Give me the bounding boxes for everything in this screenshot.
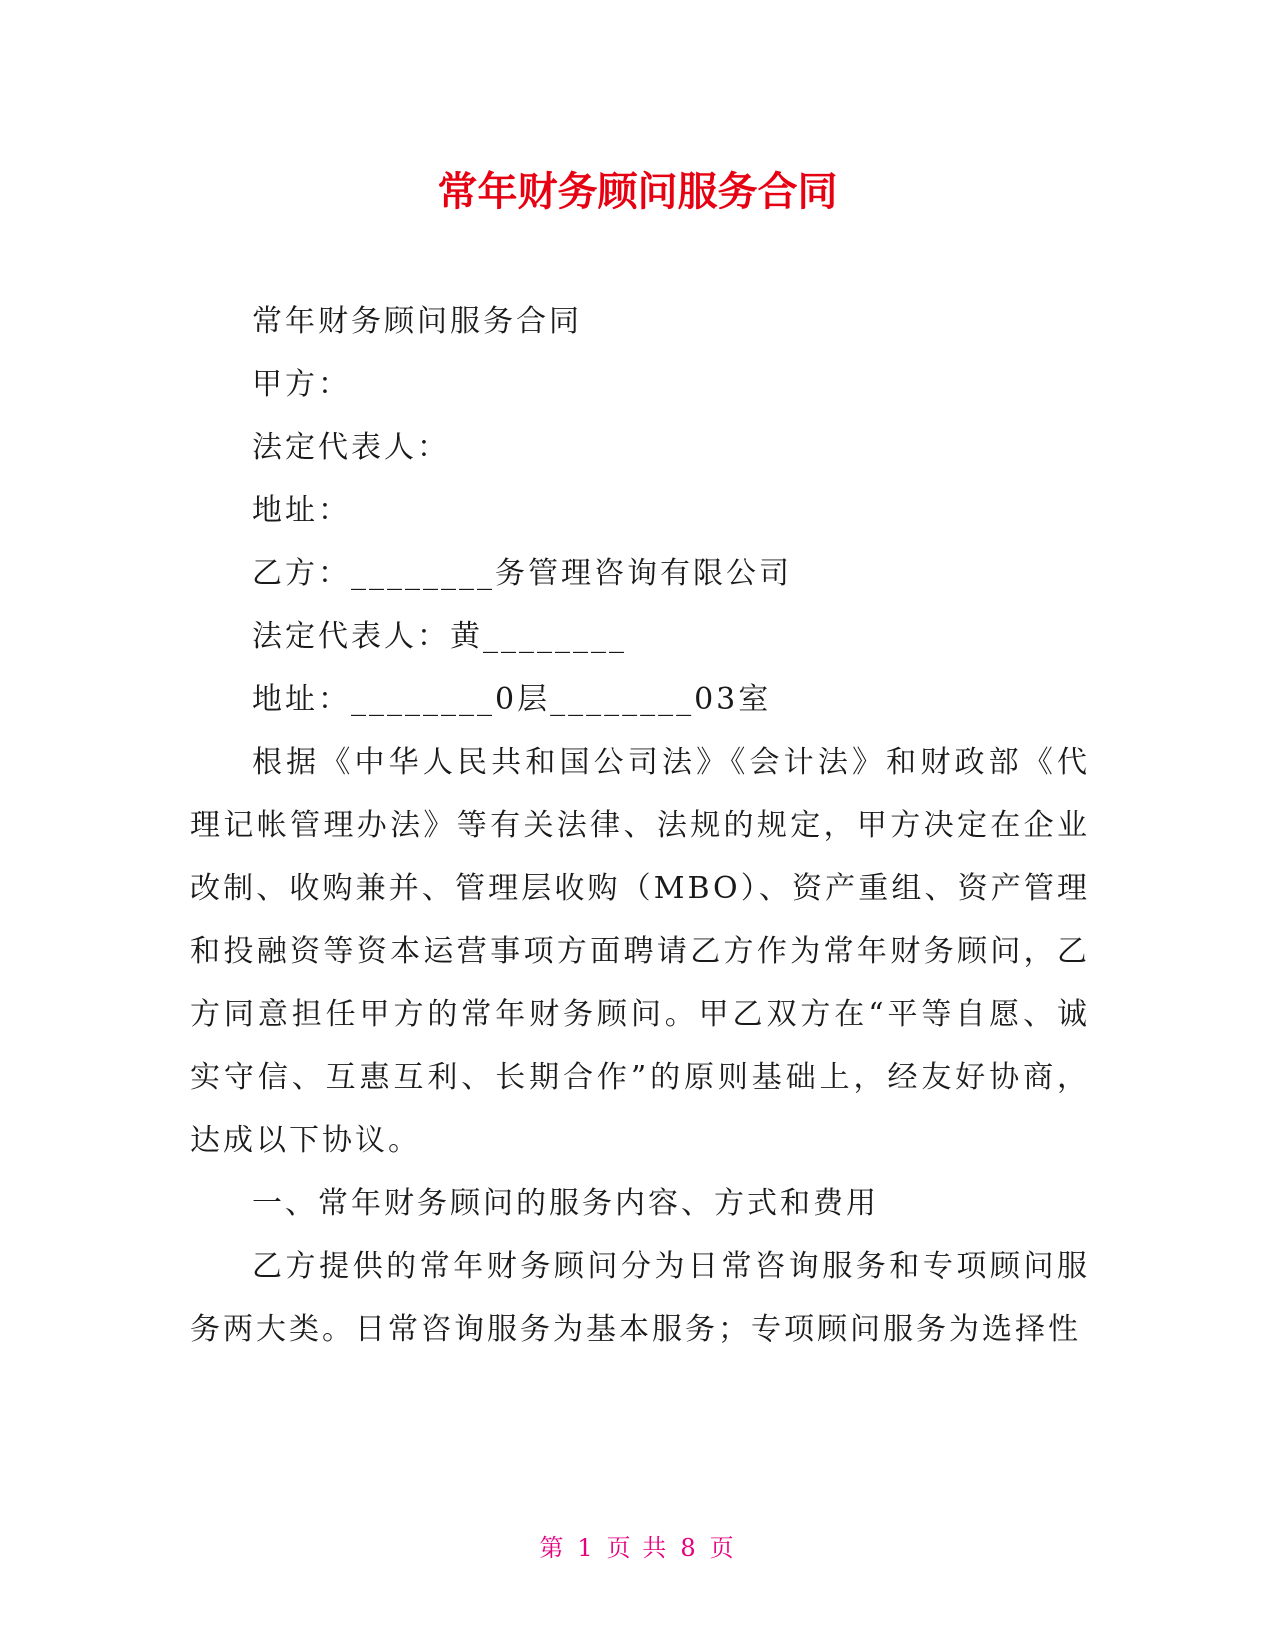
- document-body: [190, 290, 1090, 1361]
- intro-paragraph: 根据《中华人民共和国公司法》《会计法》和财政部《代理记帐管理办法》等有关法律、法规的规定，甲方决定在企业改制、收购兼并、管理层收购（MBO）、资产重组、资产管理和投融资等资本运营事项方面聘请乙方作为常年财务顾问，乙方同意担任甲方的常年财务顾问。甲乙双方在“平等自愿、诚实守信、互惠互利、长期合作”的原则基础上，经友好协商，达成以下协议。: [190, 745, 1090, 1158]
- party-a-address-line: 地址：: [252, 493, 351, 528]
- footer-page-number: 1: [577, 1534, 595, 1562]
- section-1-title: 一、常年财务顾问的服务内容、方式和费用: [252, 1186, 879, 1221]
- party-b-address-line: 地址：________0层________03室: [252, 682, 772, 717]
- document-title: 常年财务顾问服务合同: [437, 169, 838, 215]
- party-b-representative-line: 法定代表人：黄________: [252, 619, 627, 654]
- party-a-representative-line: 法定代表人：: [252, 430, 450, 465]
- footer-total-pages: 8: [680, 1534, 698, 1562]
- section-1-paragraph: 乙方提供的常年财务顾问分为日常咨询服务和专项顾问服务两大类。日常咨询服务为基本服务；专项顾问服务为选择性: [190, 1249, 1090, 1347]
- party-a-line: 甲方：: [252, 367, 351, 402]
- footer-prefix: 第: [539, 1534, 566, 1562]
- contract-heading-line: 常年财务顾问服务合同: [252, 304, 582, 339]
- party-b-line: 乙方：________务管理咨询有限公司: [252, 556, 792, 591]
- footer-suffix: 页: [709, 1534, 736, 1562]
- footer-middle: 页 共: [606, 1534, 669, 1562]
- page-footer: [0, 1528, 1275, 1563]
